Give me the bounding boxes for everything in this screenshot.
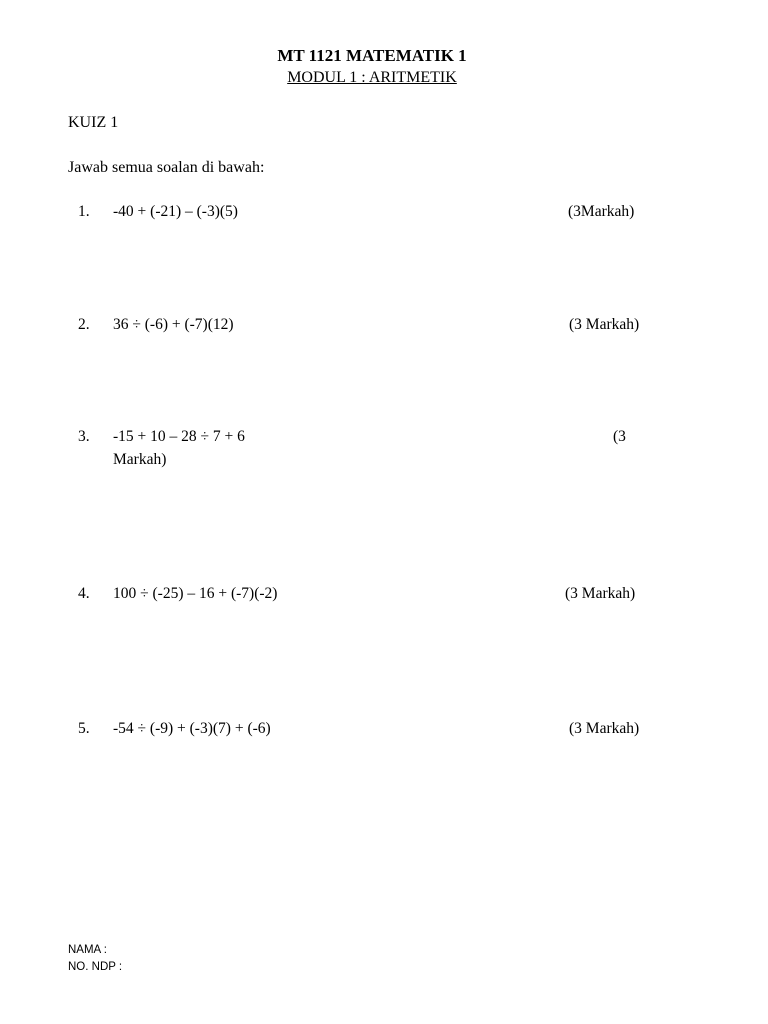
question-number: 4. [78,585,90,602]
question-expression: -40 + (-21) – (-3)(5) [113,203,238,220]
question-number: 5. [78,720,90,737]
question-expression: -15 + 10 – 28 ÷ 7 + 6 [113,428,245,445]
question-marks: (3 Markah) [569,720,640,737]
ndp-label: NO. NDP : [68,961,123,973]
question-number: 2. [78,316,90,333]
question-expression: -54 ÷ (-9) + (-3)(7) + (-6) [113,720,271,737]
question-marks-wrap: Markah) [113,451,167,468]
question-expression: 100 ÷ (-25) – 16 + (-7)(-2) [113,585,278,602]
instruction-text: Jawab semua soalan di bawah: [68,159,265,176]
question-marks: (3Markah) [568,203,635,220]
document-title: MT 1121 MATEMATIK 1 [277,46,467,65]
quiz-label: KUIZ 1 [68,114,119,131]
name-label: NAMA : [68,944,107,956]
question-marks: (3 Markah) [569,316,640,333]
question-number: 1. [78,203,90,220]
question-marks: (3 Markah) [565,585,636,602]
question-expression: 36 ÷ (-6) + (-7)(12) [113,316,234,333]
document-subtitle: MODUL 1 : ARITMETIK [287,69,457,86]
question-number: 3. [78,428,90,445]
question-marks: (3 [613,428,626,445]
